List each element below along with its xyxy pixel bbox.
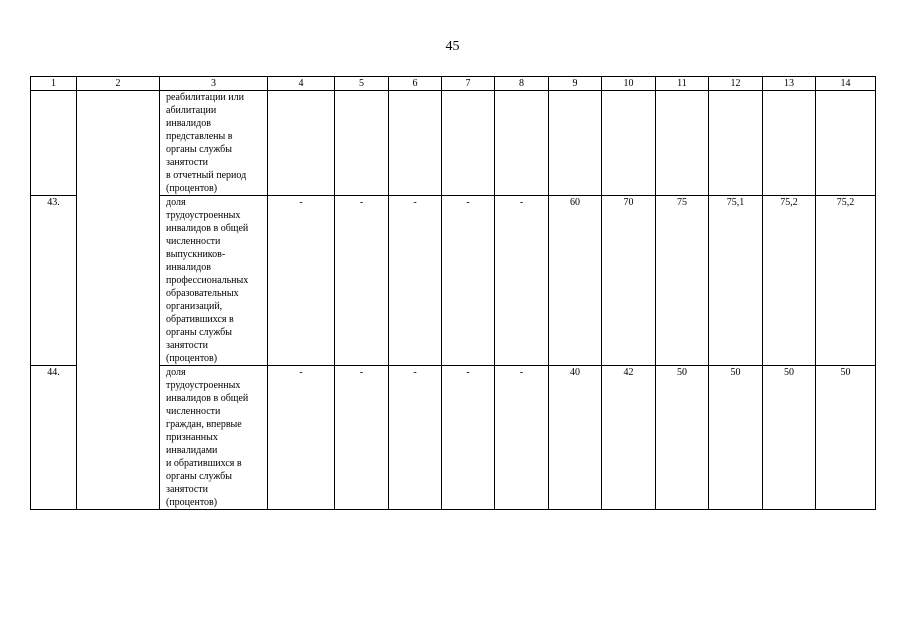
value-cell: [709, 91, 763, 196]
value-cell: [442, 91, 495, 196]
column-header: 4: [268, 77, 335, 91]
column-header: 7: [442, 77, 495, 91]
row-group-cell: [77, 366, 160, 510]
value-cell: [602, 91, 656, 196]
column-header: 6: [389, 77, 442, 91]
value-cell: [335, 91, 389, 196]
row-number: 43.: [31, 196, 77, 366]
value-cell: 60: [549, 196, 602, 366]
value-cell: 75: [656, 196, 709, 366]
value-cell: -: [335, 366, 389, 510]
value-cell: -: [495, 366, 549, 510]
column-header: 2: [77, 77, 160, 91]
row-number: [31, 91, 77, 196]
page-number: 45: [445, 39, 460, 54]
value-cell: [816, 91, 876, 196]
value-cell: 42: [602, 366, 656, 510]
column-header: 3: [160, 77, 268, 91]
value-cell: [656, 91, 709, 196]
indicator-text: реабилитации или абилитации инвалидов представлены в органы службы занятости в отчетный период (процентов): [160, 91, 268, 196]
value-cell: [268, 91, 335, 196]
column-header: 1: [31, 77, 77, 91]
value-cell: 50: [816, 366, 876, 510]
value-cell: -: [389, 196, 442, 366]
table-header-row: [31, 77, 876, 91]
row-number: 44.: [31, 366, 77, 510]
value-cell: 50: [763, 366, 816, 510]
column-header: 10: [602, 77, 656, 91]
value-cell: 75,2: [816, 196, 876, 366]
column-header: 11: [656, 77, 709, 91]
table-row: [31, 366, 876, 510]
column-header: 5: [335, 77, 389, 91]
value-cell: 75,2: [763, 196, 816, 366]
column-header: 13: [763, 77, 816, 91]
value-cell: [763, 91, 816, 196]
value-cell: -: [389, 366, 442, 510]
value-cell: 50: [656, 366, 709, 510]
table-row: [31, 91, 876, 196]
row-group-cell: [77, 91, 160, 196]
column-header: 8: [495, 77, 549, 91]
column-header: 12: [709, 77, 763, 91]
value-cell: 50: [709, 366, 763, 510]
value-cell: -: [268, 366, 335, 510]
indicators-table: [30, 76, 876, 510]
value-cell: [549, 91, 602, 196]
column-header: 9: [549, 77, 602, 91]
value-cell: [495, 91, 549, 196]
value-cell: -: [268, 196, 335, 366]
value-cell: [389, 91, 442, 196]
indicator-text: доля трудоустроенных инвалидов в общей численности выпускников- инвалидов профессиональных образовательных организаций, обратившихся в органы службы занятости (процентов): [160, 196, 268, 366]
value-cell: 40: [549, 366, 602, 510]
value-cell: -: [495, 196, 549, 366]
column-header: 14: [816, 77, 876, 91]
value-cell: 75,1: [709, 196, 763, 366]
value-cell: -: [335, 196, 389, 366]
indicator-text: доля трудоустроенных инвалидов в общей численности граждан, впервые признанных инвалидами и обратившихся в органы службы занятости (процентов): [160, 366, 268, 510]
value-cell: -: [442, 196, 495, 366]
row-group-cell: [77, 196, 160, 366]
value-cell: -: [442, 366, 495, 510]
table-row: [31, 196, 876, 366]
value-cell: 70: [602, 196, 656, 366]
